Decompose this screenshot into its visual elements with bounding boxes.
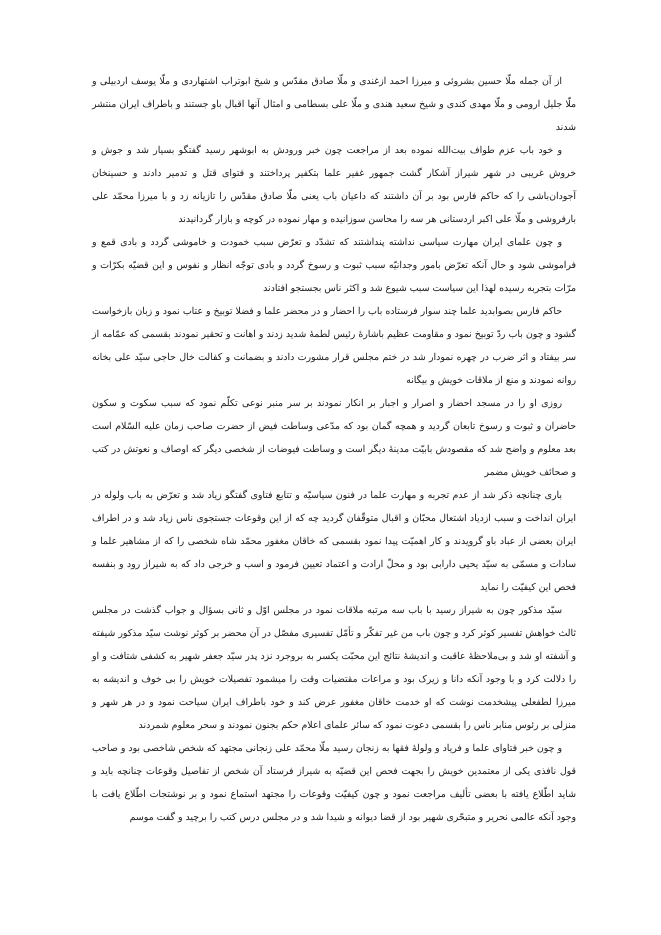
paragraph-5: روزی او را در مسجد احضار و اصرار و اجبار بر انکار نمودند بر سر منبر نوعی تکلّم نمود که سبب سکوت و سکون حاضران و ثبوت و رسوخ تابعان گردید و همچه گمان بود که مدّعی وساطت فیض از حضرت صاحب زمان علیه السّلام است بعد معلوم و واضح شد که مقصودش بابیّت مدینهٔ دیگر است و وساطت فیوضات از شخصی دیگر که اوصاف و نعوتش در کتب و صحائف خویش مضمر <box>92 398 576 478</box>
paragraph-3: و چون علمای ایران مهارت سیاسی نداشته پنداشتند که تشدّد و تعرّض سبب خمودت و خاموشی گردد و بادی قمع و فراموشی شود و حال آنکه تعرّض بامور وجدانیّه سبب ثبوت و رسوخ گردد و بادی توجّه انظار و نفوس و این قضیّه بکرّات و مرّات بتجربه رسیده لهذا این سیاست سبب شیوع شد و اکثر ناس بجستجو افتادند <box>92 237 576 294</box>
paragraph-6: باری چنانچه ذکر شد از عدم تجربه و مهارت علما در فنون سیاسیّه و تتابع فتاوی گفتگو زیاد شد و تعرّض به باب ولوله در ایران انداخت و سبب ازدیاد اشتعال محبّان و اقبال متوقّفان گردید چه که از این وقوعات جستجوی ناس زیاد شد و در اطراف ایران بعضی از عباد باو گرویدند و کار اهمیّت پیدا نمود بقسمی که خاقان مغفور محمّد شاه شخصی را که از مشاهیر علما و سادات و مسمّی به سیّد یحیی دارابی بود و محلّ ارادت و اعتماد تعیین فرمود و اسب و خرجی داد که به شیراز رود و بنفسه فحص این کیفیّت را نماید <box>92 490 576 593</box>
body-text <box>92 70 576 829</box>
paragraph-1: از آن جمله ملّا حسین بشروئی و میرزا احمد ازغندی و ملّا صادق مقدّس و شیخ ابوتراب اشتهاردی و ملّا یوسف اردبیلی و ملّا جلیل ارومی و ملّا مهدی کندی و شیخ سعید هندی و ملّا علی بسطامی و امثال آنها اقبال باو جستند و باطراف ایران منتشر شدند <box>92 76 576 133</box>
paragraph-2: و خود باب عزم طواف بیت‌الله نموده بعد از مراجعت چون خبر ورودش به ابوشهر رسید گفتگو بسیار شد و جوش و خروش غریبی در شهر شیراز آشکار گشت جمهور غفیر علما بتکفیر پرداختند و فتوای قتل و تدمیر دادند و حسینخان آجودان‌باشی را که حاکم فارس بود بر آن داشتند که داعیان باب یعنی ملّا صادق مقدّس را تازیانه زد و با میرزا محمّد علی بارفروشی و ملّا علی اکبر اردستانی هر سه را محاسن سوزانیده و مهار نموده در کوچه و بازار گردانیدند <box>92 145 576 225</box>
paragraph-8: و چون خبر فتاوای علما و فریاد و ولولهٔ فقها به زنجان رسید ملّا محمّد علی زنجانی مجتهد که شخص شاخصی بود و صاحب قول نافذی یکی از معتمدین خویش را بجهت فحص این قضیّه به شیراز فرستاد آن شخص از تفاصیل وقوعات چنانچه باید و شاید اطّلاع یافته با بعضی تألیف مراجعت نمود و چون کیفیّت وقوعات را مجتهد استماع نمود و بر نوشتجات اطّلاع یافت با وجود آنکه عالمی نحریر و متبحّری شهیر بود از قضا دیوانه و شیدا شد و در مجلس درس کتب را برچید و گفت موسم <box>92 743 576 823</box>
paragraph-7: سیّد مذکور چون به شیراز رسید با باب سه مرتبه ملاقات نمود در مجلس اوّل و ثانی بسؤال و جواب گذشت در مجلس ثالث خواهش تفسیر کوثر کرد و چون باب من غیر تفکّر و تأمّل تفسیری مفصّل در آن محضر بر کوثر نوشت سیّد مذکور شیفته و آشفته او شد و بی‌ملاحظهٔ عاقبت و اندیشهٔ نتائج این محبّت یکسر به بروجرد نزد پدر سیّد جعفر شهیر به کشفی شتافت و او را دلالت کرد و با وجود آنکه دانا و زیرک بود و مراعات مقتضیات وقت را میشمود تفصیلات خویش را بی خوف و اندیشه به میرزا لطفعلی پیشخدمت نوشت که او خدمت خاقان مغفور عرض کند و خود باطراف ایران سیاحت نمود و در هر شهر و منزلی بر رئوس منابر ناس را بقسمی دعوت نمود که سائر علمای اعلام حکم بجنون نمودند و سحر معلوم شمردند <box>92 605 576 731</box>
paragraph-4: حاکم فارس بصوابدید علما چند سوار فرستاده باب را احضار و در محضر علما و فضلا توبیخ و عتاب نمود و زبان بازخواست گشود و چون باب ردّ توبیخ نمود و مقاومت عظیم باشارهٔ رئیس لطمهٔ شدید زدند و اهانت و تحقیر نمودند بقسمی که عمّامه از سر بیفتاد و اثر ضرب در چهره نمودار شد در ختم مجلس قرار مشورت دادند و بضمانت و کفالت خال حاجی سیّد علی بخانه روانه نمودند و منع از ملاقات خویش و بیگانه <box>92 306 576 386</box>
